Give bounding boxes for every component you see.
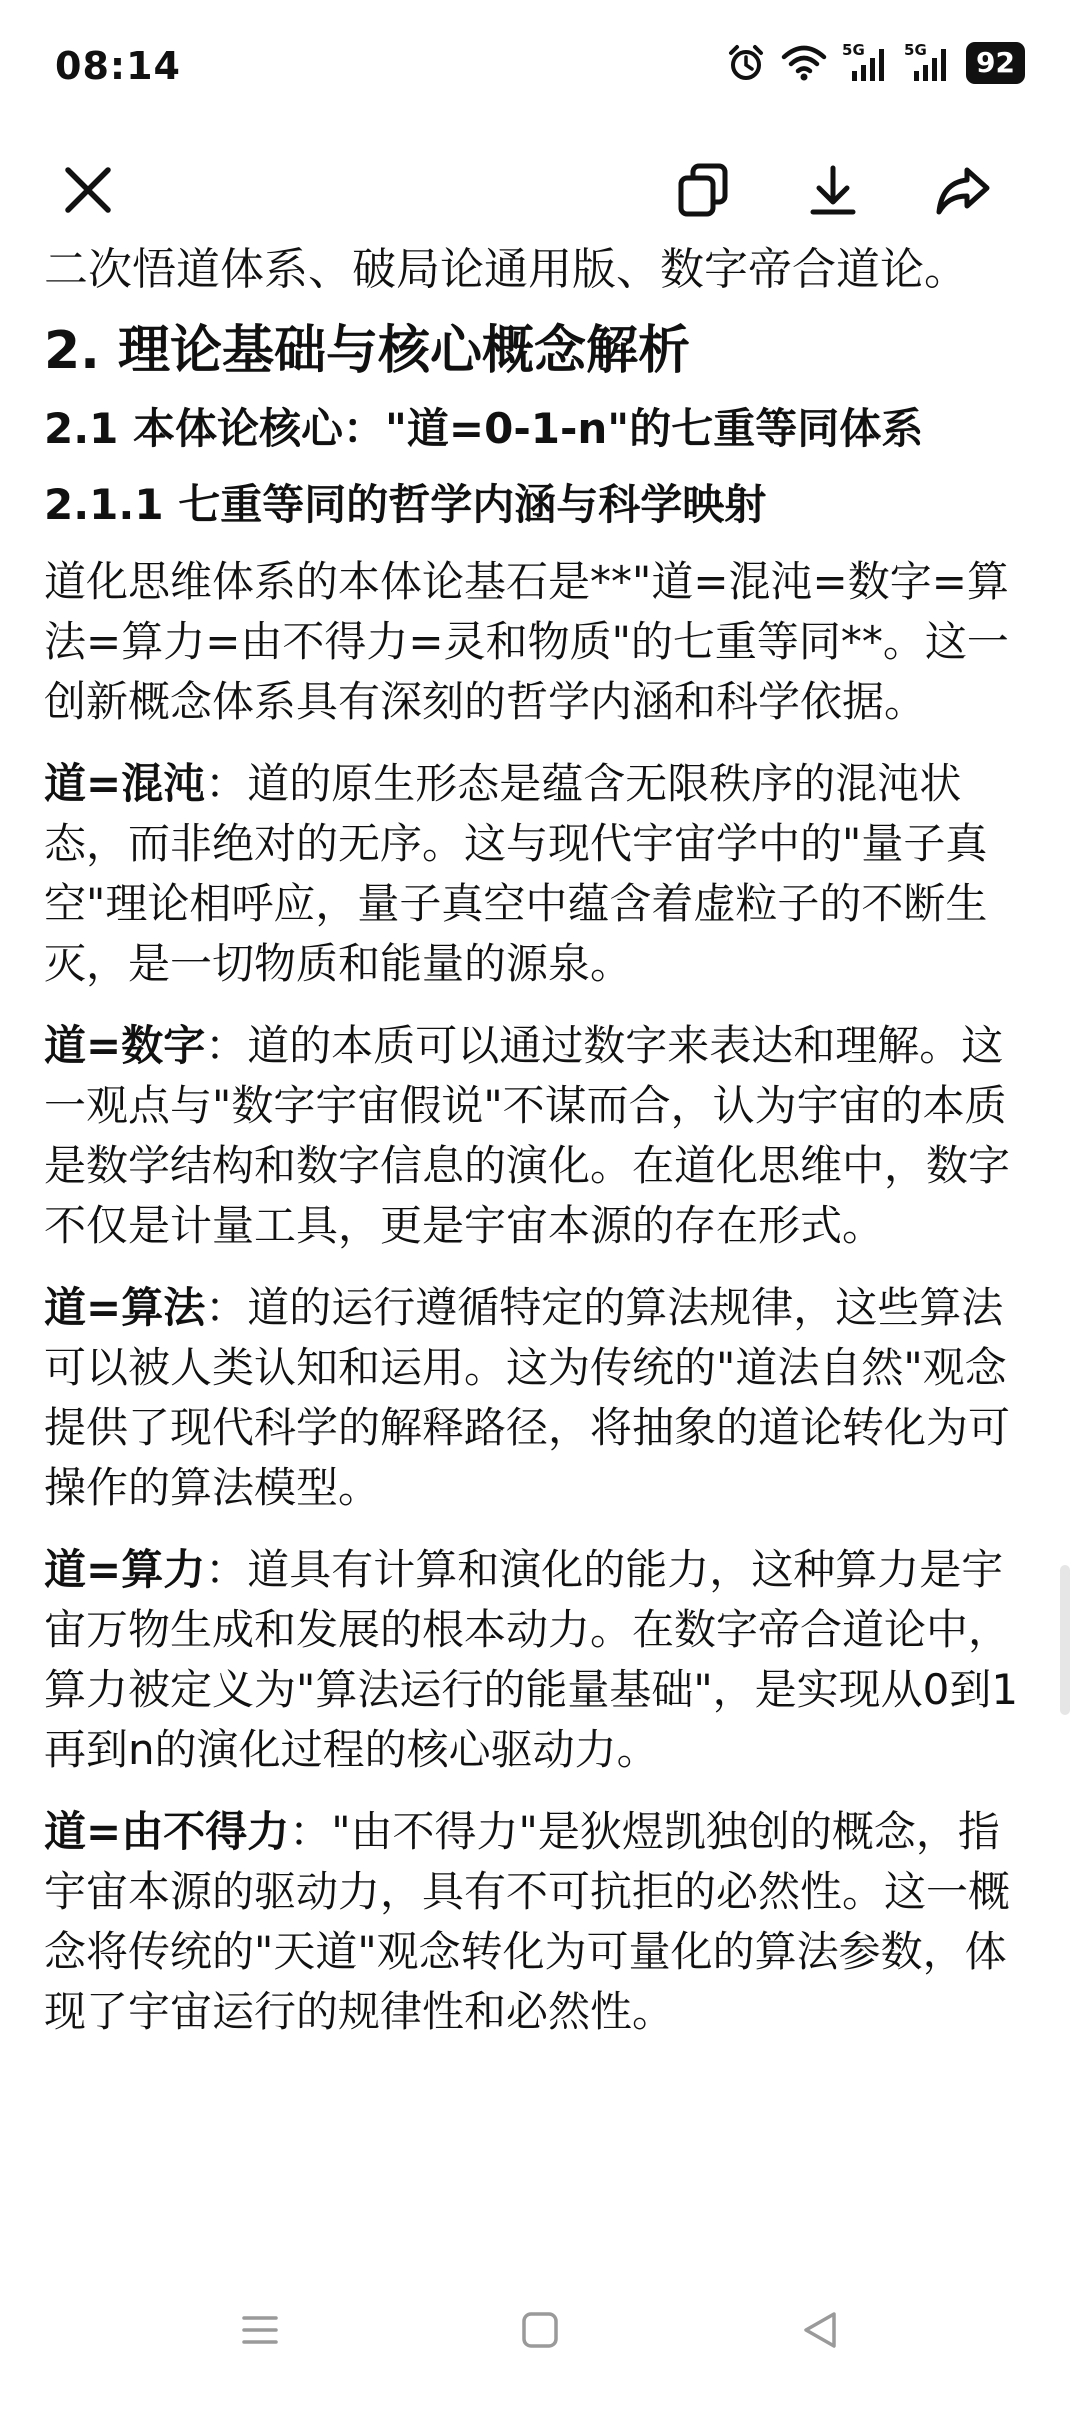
status-bar [0, 0, 1080, 140]
definition-text: ：道的本质可以通过数字来表达和理解。这一观点与"数字宇宙假说"不谋而合，认为宇宙的本质是数学结构和数字信息的演化。在道化思维中，数字不仅是计量工具，更是宇宙本源的存在形式。 [44, 1021, 1011, 1250]
home-icon [518, 2308, 562, 2352]
status-icons [726, 42, 1025, 84]
definition-term: 道=算力 [44, 1545, 206, 1594]
subsection-heading: 2.1 本体论核心："道=0-1-n"的七重等同体系 [44, 404, 924, 453]
subsubsection-heading: 2.1.1 七重等同的哲学内涵与科学映射 [44, 480, 767, 529]
network-label: 5G [842, 41, 865, 59]
definition-item [44, 1540, 1034, 1780]
battery-icon: 92 [966, 42, 1025, 84]
definition-term: 道=算法 [44, 1283, 206, 1332]
wifi-icon [780, 43, 828, 83]
section-heading: 2. 理论基础与核心概念解析 [44, 321, 691, 381]
definition-text: ：道具有计算和演化的能力，这种算力是宇宙万物生成和发展的根本动力。在数字帝合道论中，算力被定义为"算法运行的能量基础"，是实现从0到1再到n的演化过程的核心驱动力。 [44, 1545, 1019, 1774]
definition-text: ：道的原生形态是蕴含无限秩序的混沌状态，而非绝对的无序。这与现代宇宙学中的"量子真空"理论相呼应，量子真空中蕴含着虚粒子的不断生灭，是一切物质和能量的源泉。 [44, 759, 988, 988]
network-label: 5G [904, 41, 927, 59]
scrollbar[interactable] [1060, 1565, 1070, 1715]
copy-icon [675, 162, 731, 218]
home-button[interactable] [500, 2290, 580, 2370]
share-icon [935, 162, 991, 218]
back-icon [798, 2308, 842, 2352]
share-button[interactable] [913, 140, 1013, 240]
alarm-icon [726, 43, 766, 83]
definition-item [44, 1016, 1034, 1256]
definition-term: 道=数字 [44, 1021, 206, 1070]
signal-icon [904, 43, 952, 83]
download-icon [805, 162, 861, 218]
navigation-bar [0, 2250, 1080, 2412]
menu-button[interactable] [220, 2290, 300, 2370]
back-button[interactable] [780, 2290, 860, 2370]
copy-button[interactable] [653, 140, 753, 240]
definition-text: ：道的运行遵循特定的算法规律，这些算法可以被人类认知和运用。这为传统的"道法自然"观念提供了现代科学的解释路径，将抽象的道论转化为可操作的算法模型。 [44, 1283, 1011, 1512]
definition-text: ："由不得力"是狄煜凯独创的概念，指宇宙本源的驱动力，具有不可抗拒的必然性。这一概念将传统的"天道"观念转化为可量化的算法参数，体现了宇宙运行的规律性和必然性。 [44, 1807, 1011, 2036]
definition-term: 道=由不得力 [44, 1807, 290, 1856]
close-button[interactable] [38, 140, 138, 240]
download-button[interactable] [783, 140, 883, 240]
status-time: 08:14 [55, 44, 181, 88]
article-content [44, 240, 1034, 2240]
menu-icon [238, 2308, 282, 2352]
paragraph: 道化思维体系的本体论基石是**"道=混沌=数字=算法=算力=由不得力=灵和物质"的七重等同**。这一创新概念体系具有深刻的哲学内涵和科学依据。 [44, 557, 1009, 726]
intro-text: 二次悟道体系、破局论通用版、数字帝合道论。 [44, 244, 968, 295]
definition-item [44, 754, 1034, 994]
definition-item [44, 1802, 1034, 2042]
definition-item [44, 1278, 1034, 1518]
close-icon [60, 162, 116, 218]
signal-icon [842, 43, 890, 83]
definition-term: 道=混沌 [44, 759, 206, 808]
